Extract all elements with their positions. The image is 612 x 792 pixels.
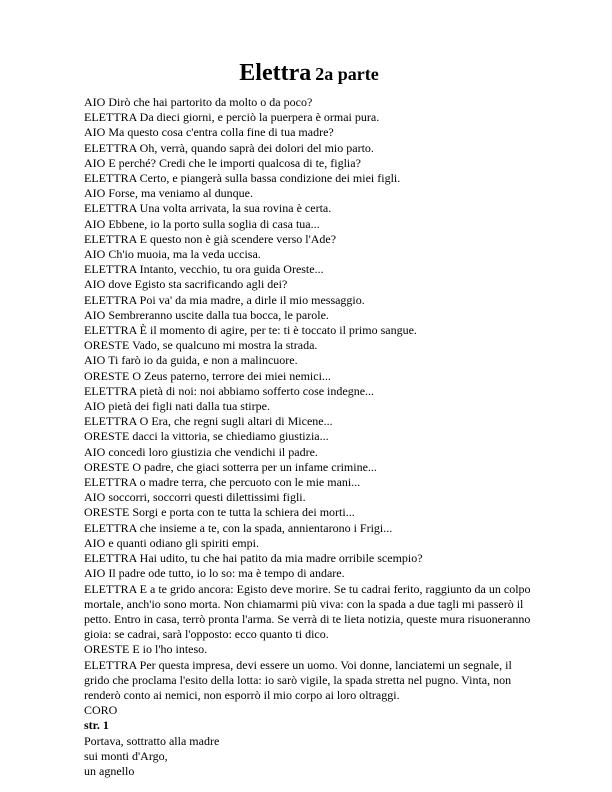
dialogue-line: AIO E perché? Credi che le importi qualcosa di te, figlia? xyxy=(84,155,361,170)
dialogue-line: ELETTRA Intanto, vecchio, tu ora guida Oreste... xyxy=(84,262,324,277)
dialogue-line: AIO Ti farò io da guida, e non a malincuore. xyxy=(84,353,298,368)
dialogue-line: AIO concedi loro giustizia che vendichi il padre. xyxy=(84,444,318,459)
chorus-heading: CORO xyxy=(84,703,118,718)
dialogue-line: ELETTRA che insieme a te, con la spada, annientarono i Frigi... xyxy=(84,520,393,535)
dialogue-line: ELETTRA Certo, e piangerà sulla bassa condizione dei miei figli. xyxy=(84,171,401,186)
dialogue-line: ELETTRA pietà di noi: noi abbiamo sofferto cose indegne... xyxy=(84,383,375,398)
verse-lines xyxy=(84,734,534,780)
dialogue-line: ELETTRA o madre terra, che percuoto con le mie mani... xyxy=(84,475,361,490)
dialogue-lines xyxy=(84,95,534,582)
title-subtitle: 2a parte xyxy=(315,64,379,84)
dialogue-line: AIO e quanti odiano gli spiriti empi. xyxy=(84,535,259,550)
dialogue-line: ELETTRA È il momento di agire, per te: ti è toccato il primo sangue. xyxy=(84,323,417,338)
dialogue-line: AIO Sembreranno uscite dalla tua bocca, le parole. xyxy=(84,307,329,322)
dialogue-line: ELETTRA E questo non è già scendere verso l'Ade? xyxy=(84,231,337,246)
dialogue-line: AIO Ch'io muoia, ma la veda uccisa. xyxy=(84,247,261,262)
strophe-label: str. 1 xyxy=(84,718,109,733)
dialogue-line: AIO Il padre ode tutto, io lo so: ma è tempo di andare. xyxy=(84,566,345,581)
dialogue-line: ELETTRA Oh, verrà, quando saprà dei dolori del mio parto. xyxy=(84,140,374,155)
dialogue-line: AIO Dirò che hai partorito da molto o da poco? xyxy=(84,95,313,109)
dialogue-line: ORESTE Vado, se qualcuno mi mostra la strada. xyxy=(84,338,318,353)
dialogue-line: ELETTRA Una volta arrivata, la sua rovina è certa. xyxy=(84,201,332,216)
dialogue-paragraph: ELETTRA Per questa impresa, devi essere un uomo. Voi donne, lanciatemi un segnale, il grido che proclama l'esito della lotta: io sarò vigile, la spada stretta nel pugno. Vinta, non renderò conto ai nemici, non esporrò il mio corpo ai loro oltraggi. xyxy=(84,657,512,702)
document-page xyxy=(84,58,534,779)
dialogue-text xyxy=(84,95,534,779)
dialogue-line: ELETTRA Hai udito, tu che hai patito da mia madre orribile scempio? xyxy=(84,551,423,566)
dialogue-paragraph: ELETTRA E a te grido ancora: Egisto deve morire. Se tu cadrai ferito, raggiunto da un colpo mortale, anch'io sono morta. Non chiamarmi più viva: con la spada a due tagli mi passerò il petto. Entro in casa, terrò pronta l'arma. Se verrà di te lieta notizia, queste mura risuoneranno gioia: se cadrai, sarà l'opposto: ecco quanto ti dico. xyxy=(84,581,531,642)
dialogue-line: ORESTE Sorgi e porta con te tutta la schiera dei morti... xyxy=(84,505,355,520)
dialogue-line: AIO soccorri, soccorri questi dilettissimi figli. xyxy=(84,490,306,505)
document-title xyxy=(84,58,534,91)
dialogue-line: ORESTE O Zeus paterno, terrore dei miei nemici... xyxy=(84,368,331,383)
dialogue-line: AIO dove Egisto sta sacrificando agli dei? xyxy=(84,277,288,292)
dialogue-line: AIO Ebbene, io la porto sulla soglia di casa tua... xyxy=(84,216,320,231)
dialogue-line: ORESTE O padre, che giaci sotterra per un infame crimine... xyxy=(84,459,377,474)
dialogue-line: ORESTE dacci la vittoria, se chiediamo giustizia... xyxy=(84,429,329,444)
dialogue-line: ORESTE E io l'ho inteso. xyxy=(84,642,208,657)
dialogue-line: ELETTRA Poi va' da mia madre, a dirle il mio messaggio. xyxy=(84,292,365,307)
verse-line: sui monti d'Argo, xyxy=(84,748,168,763)
dialogue-line: AIO pietà dei figli nati dalla tua stirpe. xyxy=(84,399,270,414)
verse-line: un agnello xyxy=(84,763,135,778)
dialogue-line: ELETTRA O Era, che regni sugli altari di Micene... xyxy=(84,414,333,429)
title-main: Elettra xyxy=(239,60,312,86)
dialogue-line: ELETTRA Da dieci giorni, e perciò la puerpera è ormai pura. xyxy=(84,110,380,125)
dialogue-line: AIO Forse, ma veniamo al dunque. xyxy=(84,186,253,201)
dialogue-line: AIO Ma questo cosa c'entra colla fine di tua madre? xyxy=(84,125,334,140)
verse-line: Portava, sottratto alla madre xyxy=(84,733,220,748)
